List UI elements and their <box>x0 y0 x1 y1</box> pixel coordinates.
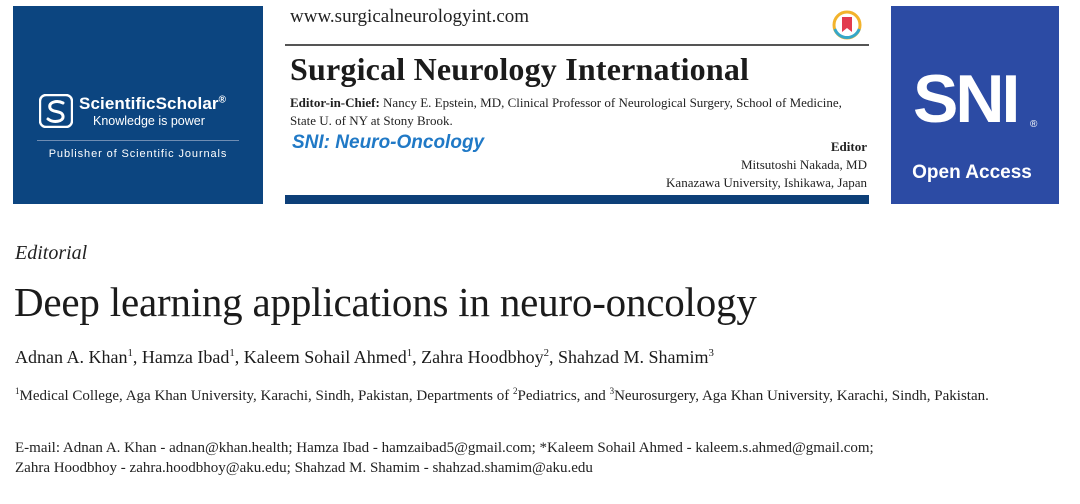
scientificscholar-logo-icon <box>39 94 73 128</box>
author-affiliation-mark: 2 <box>543 347 549 359</box>
publisher-banner <box>13 6 263 204</box>
emails-line-2: Zahra Hoodbhoy - zahra.hoodbhoy@aku.edu; Shahzad M. Shamim - shahzad.shamim@aku.edu <box>15 460 593 476</box>
sni-badge <box>891 6 1059 204</box>
editor-role: Editor <box>830 139 867 154</box>
publisher-divider <box>37 140 239 141</box>
header-rule-bottom <box>285 195 869 204</box>
section-name: SNI: Neuro-Oncology <box>292 132 485 153</box>
journal-title: Surgical Neurology International <box>290 51 750 87</box>
author-affiliation-mark: 1 <box>229 347 235 359</box>
author-list: Adnan A. Khan$^1$, Hamza Ibad$^1$, Kaleem Sohail Ahmed$^1$, Zahra Hoodbhoy$^2$, Shahzad M. Shamim$^3$ <box>15 347 714 367</box>
affiliations: $^1$Medical College, Aga Khan University, Karachi, Sindh, Pakistan, Departments of $^2$Pediatrics, and $^3$Neurosurgery, Aga Khan University, Karachi, Sindh, Pakistan. <box>15 386 989 404</box>
open-access-label: Open Access <box>912 162 1032 183</box>
editor-name: Mitsutoshi Nakada, MD <box>740 157 867 172</box>
author-name: Zahra Hoodbhoy <box>421 347 544 367</box>
article-type: Editorial <box>15 242 88 264</box>
publisher-subtitle: Publisher of Scientific Journals <box>48 148 228 160</box>
author-affiliation-mark: 1 <box>127 347 133 359</box>
author-affiliation-mark: 1 <box>406 347 413 359</box>
author-name: Shahzad M. Shamim <box>558 347 709 367</box>
journal-url[interactable]: www.surgicalneurologyint.com <box>290 6 530 27</box>
publisher-logo <box>39 94 226 128</box>
author-name: Hamza Ibad <box>141 347 230 367</box>
publisher-tagline: Knowledge is power <box>93 114 205 128</box>
header-rule-top <box>285 44 869 46</box>
author-emails <box>15 438 1055 478</box>
author-name: Kaleem Sohail Ahmed <box>243 347 407 367</box>
editor-affiliation: Kanazawa University, Ishikawa, Japan <box>666 175 867 190</box>
emails-line-1: E-mail: Adnan A. Khan - adnan@khan.health; Hamza Ibad - hamzaibad5@gmail.com; *Kaleem Sohail Ahmed - kaleem.s.ahmed@gmail.com; <box>15 440 874 456</box>
article-title: Deep learning applications in neuro-oncology <box>14 279 757 325</box>
sni-logo: SNI <box>913 61 1018 137</box>
publisher-name: ScientificScholar® <box>79 94 227 113</box>
author-affiliation-mark: 3 <box>708 347 714 359</box>
bookmark-icon[interactable] <box>831 9 863 41</box>
sni-reg-mark: ® <box>1030 119 1038 130</box>
section-editor <box>560 138 867 192</box>
author-name: Adnan A. Khan <box>15 347 128 367</box>
editor-in-chief: Editor-in-Chief: Nancy E. Epstein, MD, Clinical Professor of Neurological Surgery, School of Medicine, State U. of NY at Stony Brook. <box>290 95 842 128</box>
